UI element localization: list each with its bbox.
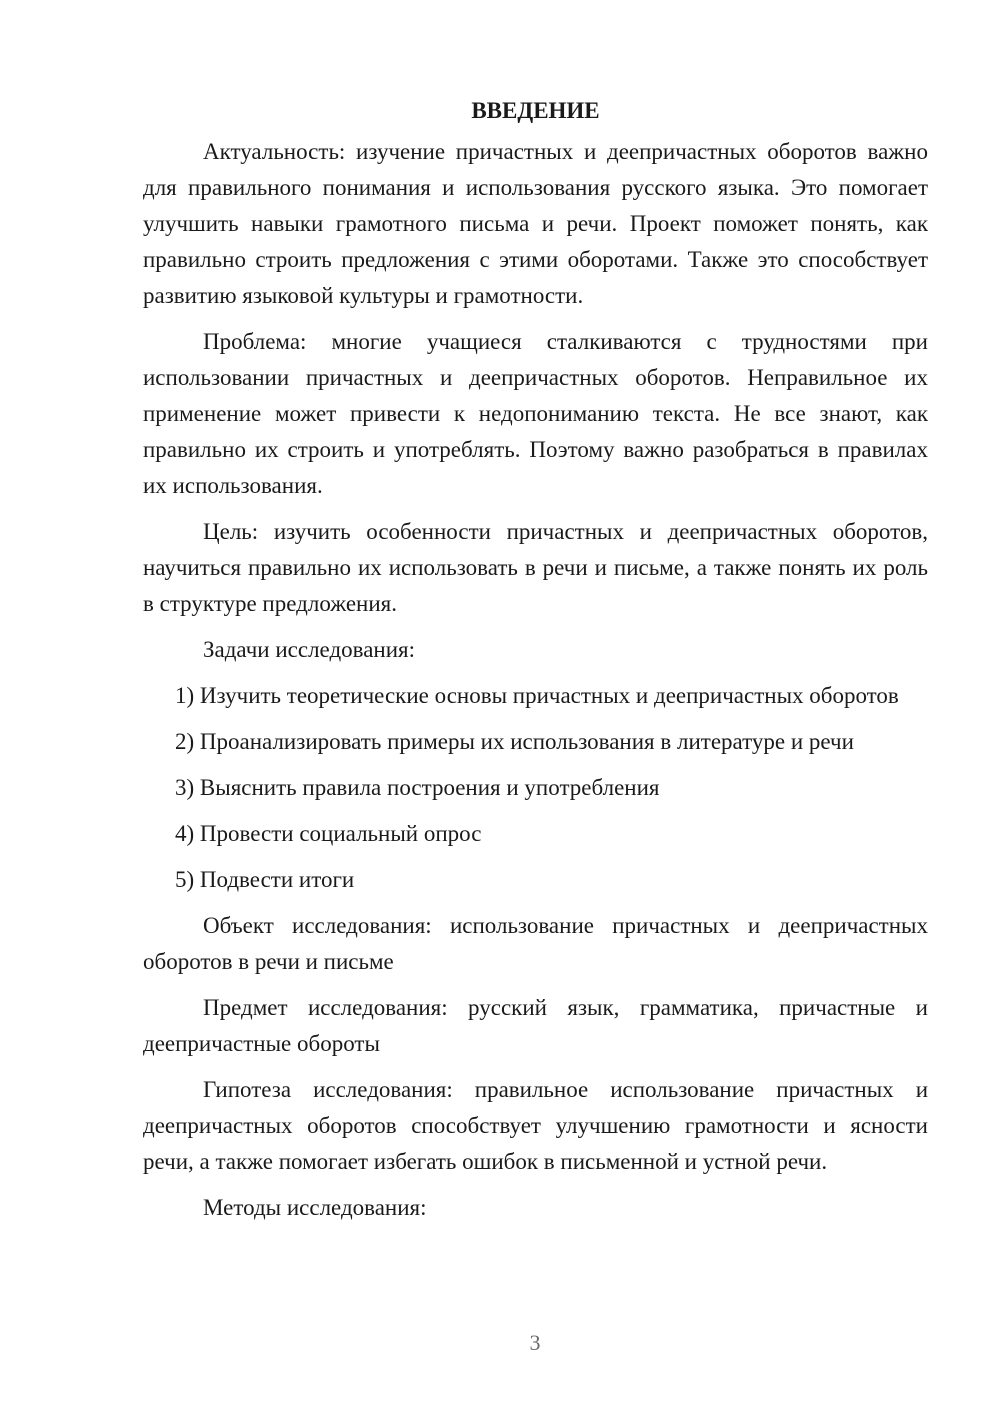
subject-paragraph: Предмет исследования: русский язык, грамматика, причастные и деепричастные обороты [143, 995, 928, 1056]
list-item: 3) Выяснить правила построения и употребления [175, 775, 660, 800]
list-item: 5) Подвести итоги [175, 867, 355, 892]
section-heading: ВВЕДЕНИЕ [471, 98, 600, 123]
tasks-list [143, 678, 928, 898]
goal-paragraph: Цель: изучить особенности причастных и деепричастных оборотов, научиться правильно их использовать в речи и письме, а также понять их роль в структуре предложения. [143, 519, 928, 616]
relevance-paragraph: Актуальность: изучение причастных и деепричастных оборотов важно для правильного понимания и использования русского языка. Это помогает улучшить навыки грамотного письма и речи. Проект поможет понять, как правильно строить предложения с этими оборотами. Также это способствует развитию языковой культуры и грамотности. [143, 139, 928, 308]
problem-paragraph: Проблема: многие учащиеся сталкиваются с трудностями при использовании причастных и деепричастных оборотов. Неправильное их применение может привести к недопониманию текста. Не все знают, как правильно их строить и употреблять. Поэтому важно разобраться в правилах их использования. [143, 329, 928, 498]
page-content [143, 93, 928, 1236]
list-item: 4) Провести социальный опрос [175, 821, 482, 846]
methods-label: Методы исследования: [203, 1195, 427, 1220]
tasks-label: Задачи исследования: [203, 637, 416, 662]
list-item: 2) Проанализировать примеры их использования в литературе и речи [175, 729, 854, 754]
page-number: 3 [529, 1330, 541, 1355]
object-paragraph: Объект исследования: использование причастных и деепричастных оборотов в речи и письме [143, 913, 928, 974]
hypothesis-paragraph: Гипотеза исследования: правильное использование причастных и деепричастных оборотов способствует улучшению грамотности и ясности речи, а также помогает избегать ошибок в письменной и устной речи. [143, 1077, 928, 1174]
list-item: 1) Изучить теоретические основы причастных и деепричастных оборотов [175, 683, 899, 708]
